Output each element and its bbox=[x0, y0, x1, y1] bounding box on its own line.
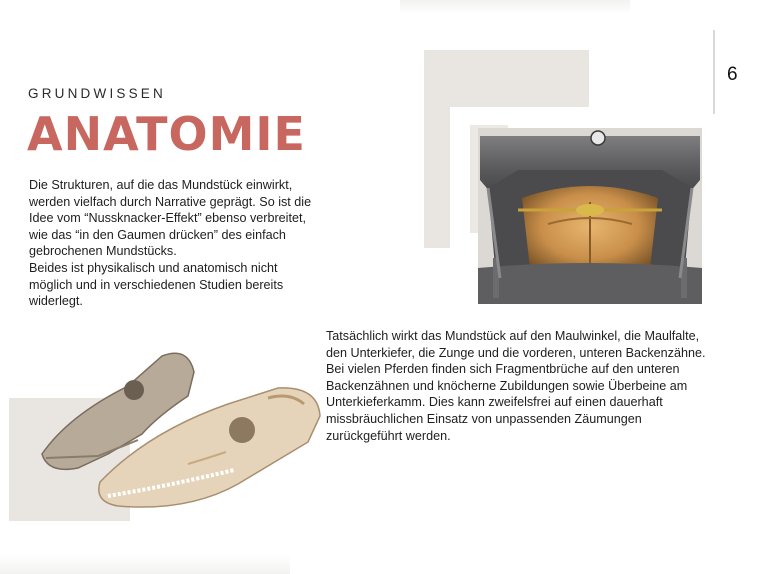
intro-line: Die Strukturen, auf die das Mundstück einwirkt, bbox=[29, 178, 293, 192]
section-kicker: GRUNDWISSEN bbox=[28, 86, 166, 101]
intro-line: möglich und in verschiedenen Studien bereits bbox=[29, 277, 284, 292]
detail-line: missbräuchlichen Einsatz von unpassenden Zäumungen bbox=[326, 411, 642, 426]
intro-line: widerlegt. bbox=[29, 294, 83, 309]
intro-paragraph bbox=[29, 177, 325, 310]
intro-line: gebrochenen Mundstücks. bbox=[29, 244, 177, 259]
page-number-divider bbox=[713, 30, 715, 114]
bottom-fade bbox=[0, 555, 290, 574]
detail-line: Bei vielen Pferden finden sich Fragmentbrüche auf den unteren bbox=[326, 362, 680, 377]
intro-line: Idee vom “Nussknacker-Effekt” ebenso verbreitet, bbox=[29, 211, 306, 226]
intro-line: werden vielfach durch Narrative geprägt. So ist die bbox=[29, 194, 312, 209]
detail-line: zurückgeführt werden. bbox=[326, 428, 451, 443]
page-title: ANATOMIE bbox=[27, 107, 306, 161]
detail-line: den Unterkiefer, die Zunge und die vorderen, unteren Backenzähne. bbox=[326, 345, 706, 360]
backdrop-block bbox=[424, 50, 450, 248]
detail-line: Backenzähnen und knöcherne Zubildungen sowie Überbeine am bbox=[326, 378, 688, 393]
detail-line: Unterkieferkamm. Dies kann zweifelsfrei auf einen dauerhaft bbox=[326, 395, 663, 410]
horse-skulls-photo bbox=[38, 346, 328, 518]
intro-line: wie das “in den Gaumen drücken” des einfach bbox=[29, 227, 286, 242]
page-number: 6 bbox=[727, 64, 738, 85]
top-fade bbox=[400, 0, 630, 14]
bit-in-mouth-photo bbox=[478, 128, 702, 304]
intro-line: Beides ist physikalisch und anatomisch nicht bbox=[29, 260, 278, 275]
detail-line: Tatsächlich wirkt das Mundstück auf den Maulwinkel, die Maulfalte, bbox=[326, 329, 700, 343]
detail-paragraph bbox=[326, 328, 726, 444]
